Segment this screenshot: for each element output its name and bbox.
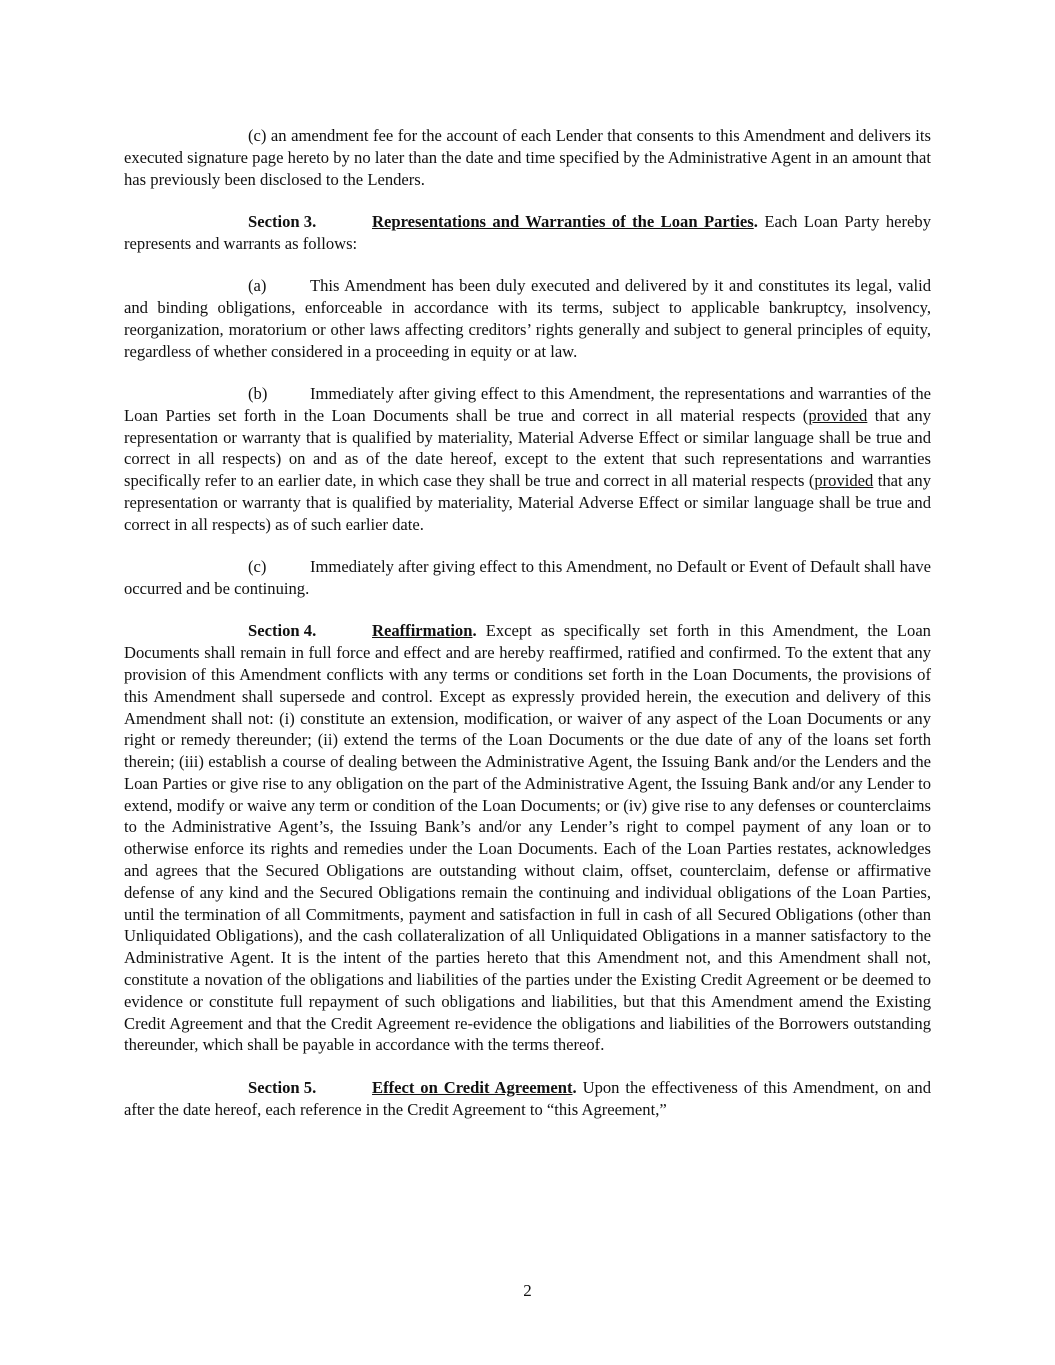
section-3-clause-b bbox=[124, 383, 931, 536]
page-number: 2 bbox=[523, 1281, 532, 1300]
section-number: Section 4. bbox=[248, 621, 317, 641]
section-title: Representations and Warranties of the Loan Parties bbox=[372, 211, 754, 231]
section-text: Upon the effectiveness of this Amendment, on and after the date hereof, each reference in the Credit Agreement to “this Agreement,” bbox=[124, 1077, 932, 1119]
section-3-clause-c bbox=[124, 556, 931, 600]
section-text: Except as specifically set forth in this Amendment, the Loan Documents shall remain in full force and effect and are hereby reaffirmed, ratified and confirmed. To the extent that any provision of this Amendment conflicts with any terms or conditions set forth in the Loan Documents, the provisions of this Amendment shall supersede and control. Except as expressly provided herein, the execution and delivery of this Amendment shall not: (i) constitute an extension, modification, or waiver of any aspect of the Loan Documents or any right or remedy thereunder; (ii) extend the terms of the Loan Documents or the due date of any of the loans set forth therein; (iii) establish a course of dealing between the Administrative Agent, the Issuing Bank and/or the Lenders and the Loan Parties or give rise to any obligation on the part of the Administrative Agent, the Issuing Bank and/or any Lender to extend, modify or waive any term or condition of the Loan Documents; or (iv) give rise to any defenses or counterclaims to the Administrative Agent’s, the Issuing Bank’s and/or any Lender’s right to compel payment of any loan or to otherwise enforce its rights and remedies under the Loan Documents. Each of the Loan Parties restates, acknowledges and agrees that the Secured Obligations are outstanding without claim, offset, counterclaim, defense or affirmative defense of any kind and the Secured Obligations remain the continuing and individual obligations of the Loan Parties, until the termination of all Commitments, payment and satisfaction in full in cash of all Secured Obligations (other than Unliquidated Obligations), and the cash collateralization of all Unliquidated Obligations in a manner satisfactory to the Administrative Agent. It is the intent of the parties hereto that this Amendment not, and this Amendment shall not, constitute a novation of the obligations and liabilities of the parties under the Existing Credit Agreement or be deemed to evidence or constitute full repayment of such obligations and liabilities, but that this Amendment amend the Existing Credit Agreement and that the Credit Agreement re-evidence the obligations and liabilities of the Borrowers outstanding thereunder, which shall be payable in accordance with the terms thereof. bbox=[124, 621, 931, 1055]
clause-label: (c) bbox=[248, 557, 267, 577]
clause-text-part-1: Immediately after giving effect to this Amendment, the representations and warranties of the Loan Parties set forth in the Loan Documents shall be true and correct in all material respects ( bbox=[124, 383, 931, 425]
section-number: Section 5. bbox=[248, 1077, 317, 1097]
paragraph-c-amendment-fee bbox=[124, 125, 931, 190]
section-title: Effect on Credit Agreement bbox=[372, 1077, 573, 1097]
section-title: Reaffirmation bbox=[372, 621, 473, 641]
section-intro: Each Loan Party hereby represents and warrants as follows: bbox=[124, 211, 931, 253]
clause-text: Immediately after giving effect to this Amendment, no Default or Event of Default shall have occurred and be continuing. bbox=[124, 557, 931, 598]
section-3-heading-paragraph: Section 3. Representations and Warranties of the Loan Parties. Each Loan Party hereby represents and warrants as follows: bbox=[124, 211, 931, 253]
section-4-paragraph: Section 4. Reaffirmation. Except as specifically set forth in this Amendment, the Loan Documents shall remain in full force and effect and are hereby reaffirmed, ratified and confirmed. To the extent that any provision of this Amendment conflicts with any terms or conditions set forth in the Loan Documents, the provisions of this Amendment shall supersede and control. Except as expressly provided herein, the execution and delivery of this Amendment shall not: (i) constitute an extension, modification, or waiver of any aspect of the Loan Documents or any right or remedy thereunder; (ii) extend the terms of the Loan Documents or the due date of any of the loans set forth therein; (iii) establish a course of dealing between the Administrative Agent, the Issuing Bank and/or the Lenders and the Loan Parties or give rise to any obligation on the part of the Administrative Agent, the Issuing Bank and/or any Lender to extend, modify or waive any term or condition of the Loan Documents; or (iv) give rise to any defenses or counterclaims to the Administrative Agent’s, the Issuing Bank’s and/or any Lender’s right to compel payment of any loan or to otherwise enforce its rights and remedies under the Loan Documents. Each of the Loan Parties restates, acknowledges and agrees that the Secured Obligations are outstanding without claim, offset, counterclaim, defense or affirmative defense of any kind and the Secured Obligations remain the continuing and individual obligations of the Loan Parties, until the termination of all Commitments, payment and satisfaction in full in cash of all Secured Obligations (other than Unliquidated Obligations), and the cash collateralization of all Unliquidated Obligations in a manner satisfactory to the Administrative Agent. It is the intent of the parties hereto that this Amendment not, and this Amendment shall not, constitute a novation of the obligations and liabilities of the parties under the Existing Credit Agreement or be deemed to evidence or constitute full repayment of such obligations and liabilities, but that this Amendment amend the Existing Credit Agreement and that the Credit Agreement re-evidence the obligations and liabilities of the Borrowers outstanding thereunder, which shall be payable in accordance with the terms thereof. bbox=[124, 621, 931, 1055]
document-page bbox=[124, 125, 931, 1141]
section-3-clause-a bbox=[124, 275, 931, 362]
clause-text: This Amendment has been duly executed and delivered by it and constitutes its legal, valid and binding obligations, enforceable in accordance with its terms, subject to applicable bankruptcy, insolvency, reorganization, moratorium or other laws affecting creditors’ rights generally and subject to general principles of equity, regardless of whether considered in a proceeding in equity or at law. bbox=[124, 276, 931, 361]
section-number: Section 3. bbox=[248, 211, 317, 231]
section-5-paragraph: Section 5. Effect on Credit Agreement. Upon the effectiveness of this Amendment, on and after the date hereof, each reference in the Credit Agreement to “this Agreement,” bbox=[124, 1077, 932, 1119]
paragraph-text: (c) an amendment fee for the account of each Lender that consents to this Amendment and delivers its executed signature page hereto by no later than the date and time specified by the Administrative Agent in an amount that has previously been disclosed to the Lenders. bbox=[124, 126, 931, 189]
provided-term: provided bbox=[814, 471, 874, 491]
clause-text-part-2: that any representation or warranty that is qualified by materiality, Material Adverse Effect or similar language shall be true and correct in all respects) on and as of the date hereof, except to the extent that such representations and warranties specifically refer to an earlier date, in which case they shall be true and correct in all material respects ( bbox=[124, 405, 931, 491]
provided-term: provided bbox=[808, 405, 868, 425]
clause-text-part-3: that any representation or warranty that is qualified by materiality, Material Adverse Effect or similar language shall be true and correct in all respects) as of such earlier date. bbox=[124, 471, 932, 534]
clause-label: (a) bbox=[248, 276, 267, 296]
clause-label: (b) bbox=[248, 383, 268, 403]
